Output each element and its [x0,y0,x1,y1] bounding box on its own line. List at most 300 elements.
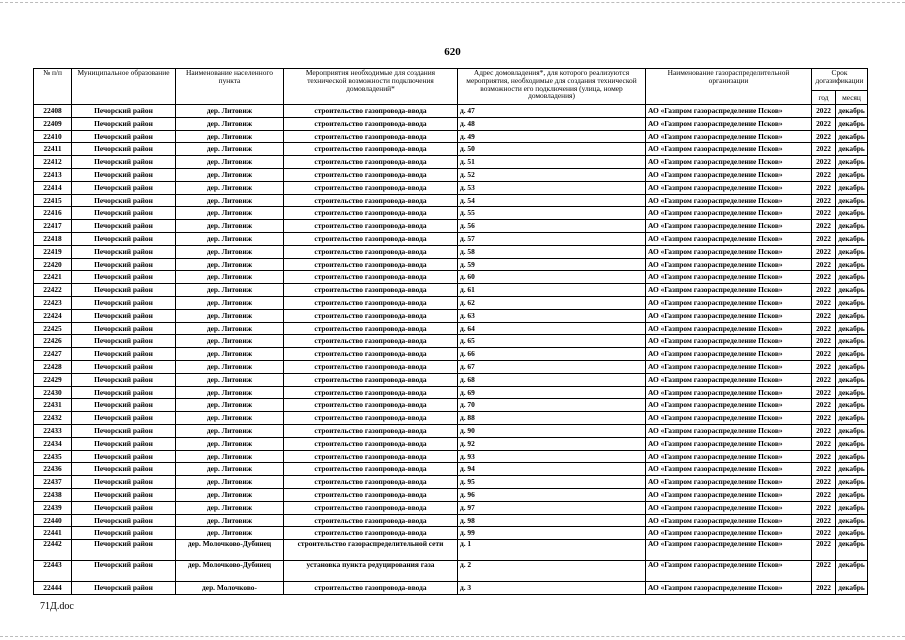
organization-cell: АО «Газпром газораспределение Псков» [646,181,812,194]
municipality-cell: Печорский район [72,220,176,233]
row-number: 22432 [34,412,72,425]
settlement-cell: дер. Литовиж [176,271,284,284]
row-number: 22442 [34,540,72,561]
year-cell: 2022 [812,194,836,207]
year-cell: 2022 [812,258,836,271]
settlement-cell: дер. Литовиж [176,220,284,233]
organization-cell: АО «Газпром газораспределение Псков» [646,463,812,476]
row-number: 22443 [34,561,72,582]
measure-cell: строительство газопровода-ввода [284,168,458,181]
address-cell: д. 70 [458,399,646,412]
year-cell: 2022 [812,117,836,130]
row-number: 22430 [34,386,72,399]
header-municipality: Муниципальное образование [72,69,176,105]
municipality-cell: Печорский район [72,412,176,425]
settlement-cell: дер. Литовиж [176,296,284,309]
organization-cell: АО «Газпром газораспределение Псков» [646,322,812,335]
settlement-cell: дер. Литовиж [176,450,284,463]
year-cell: 2022 [812,296,836,309]
municipality-cell: Печорский район [72,232,176,245]
settlement-cell: дер. Литовиж [176,309,284,322]
municipality-cell: Печорский район [72,245,176,258]
year-cell: 2022 [812,488,836,501]
municipality-cell: Печорский район [72,117,176,130]
table-row [34,232,868,245]
month-cell: декабрь [836,488,868,501]
address-cell: д. 59 [458,258,646,271]
address-cell: д. 67 [458,360,646,373]
year-cell: 2022 [812,373,836,386]
month-cell: декабрь [836,168,868,181]
municipality-cell: Печорский район [72,360,176,373]
header-gdo: Наименование газораспределительной организации [646,69,812,105]
year-cell: 2022 [812,322,836,335]
month-cell: декабрь [836,181,868,194]
month-cell: декабрь [836,527,868,540]
measure-cell: строительство газопровода-ввода [284,232,458,245]
row-number: 22420 [34,258,72,271]
organization-cell: АО «Газпром газораспределение Псков» [646,168,812,181]
measure-cell: строительство газопровода-ввода [284,335,458,348]
address-cell: д. 90 [458,424,646,437]
row-number: 22415 [34,194,72,207]
month-cell: декабрь [836,540,868,561]
measure-cell: строительство газопровода-ввода [284,437,458,450]
settlement-cell: дер. Литовиж [176,424,284,437]
table-row [34,373,868,386]
year-cell: 2022 [812,207,836,220]
organization-cell: АО «Газпром газораспределение Псков» [646,437,812,450]
month-cell: декабрь [836,463,868,476]
table-row [34,220,868,233]
settlement-cell: дер. Литовиж [176,194,284,207]
settlement-cell: дер. Литовиж [176,373,284,386]
row-number: 22435 [34,450,72,463]
month-cell: декабрь [836,194,868,207]
address-cell: д. 56 [458,220,646,233]
address-cell: д. 3 [458,582,646,595]
year-cell: 2022 [812,168,836,181]
municipality-cell: Печорский район [72,476,176,489]
row-number: 22439 [34,501,72,514]
row-number: 22426 [34,335,72,348]
table-row [34,156,868,169]
settlement-cell: дер. Литовиж [176,463,284,476]
measure-cell: строительство газопровода-ввода [284,476,458,489]
organization-cell: АО «Газпром газораспределение Псков» [646,373,812,386]
year-cell: 2022 [812,348,836,361]
row-number: 22434 [34,437,72,450]
organization-cell: АО «Газпром газораспределение Псков» [646,514,812,527]
year-cell: 2022 [812,437,836,450]
measure-cell: строительство газопровода-ввода [284,271,458,284]
organization-cell: АО «Газпром газораспределение Псков» [646,424,812,437]
row-number: 22441 [34,527,72,540]
address-cell: д. 49 [458,130,646,143]
municipality-cell: Печорский район [72,207,176,220]
year-cell: 2022 [812,514,836,527]
month-cell: декабрь [836,117,868,130]
month-cell: декабрь [836,284,868,297]
year-cell: 2022 [812,399,836,412]
address-cell: д. 62 [458,296,646,309]
measure-cell: строительство газопровода-ввода [284,156,458,169]
footer-filename: 71Д.doc [40,601,74,612]
measure-cell: строительство газопровода-ввода [284,463,458,476]
year-cell: 2022 [812,501,836,514]
organization-cell: АО «Газпром газораспределение Псков» [646,194,812,207]
measure-cell: строительство газопровода-ввода [284,309,458,322]
table-row [34,501,868,514]
address-cell: д. 98 [458,514,646,527]
settlement-cell: дер. Литовиж [176,105,284,118]
row-number: 22429 [34,373,72,386]
municipality-cell: Печорский район [72,501,176,514]
month-cell: декабрь [836,412,868,425]
table-row [34,348,868,361]
address-cell: д. 60 [458,271,646,284]
header-num: № п/п [34,69,72,105]
address-cell: д. 96 [458,488,646,501]
row-number: 22418 [34,232,72,245]
month-cell: декабрь [836,156,868,169]
organization-cell: АО «Газпром газораспределение Псков» [646,501,812,514]
month-cell: декабрь [836,360,868,373]
settlement-cell: дер. Литовиж [176,168,284,181]
address-cell: д. 50 [458,143,646,156]
municipality-cell: Печорский район [72,143,176,156]
measure-cell: строительство газопровода-ввода [284,399,458,412]
measure-cell: строительство газопровода-ввода [284,501,458,514]
measure-cell: строительство газопровода-ввода [284,143,458,156]
measure-cell: строительство газопровода-ввода [284,488,458,501]
organization-cell: АО «Газпром газораспределение Псков» [646,156,812,169]
month-cell: декабрь [836,207,868,220]
organization-cell: АО «Газпром газораспределение Псков» [646,258,812,271]
address-cell: д. 69 [458,386,646,399]
month-cell: декабрь [836,258,868,271]
year-cell: 2022 [812,271,836,284]
municipality-cell: Печорский район [72,527,176,540]
organization-cell: АО «Газпром газораспределение Псков» [646,271,812,284]
month-cell: декабрь [836,561,868,582]
measure-cell: строительство газопровода-ввода [284,117,458,130]
address-cell: д. 48 [458,117,646,130]
municipality-cell: Печорский район [72,488,176,501]
settlement-cell: дер. Литовиж [176,117,284,130]
year-cell: 2022 [812,463,836,476]
month-cell: декабрь [836,373,868,386]
row-number: 22424 [34,309,72,322]
row-number: 22433 [34,424,72,437]
municipality-cell: Печорский район [72,156,176,169]
settlement-cell: дер. Литовиж [176,143,284,156]
month-cell: декабрь [836,296,868,309]
year-cell: 2022 [812,476,836,489]
header-year: год [812,91,836,105]
row-number: 22436 [34,463,72,476]
table-row [34,296,868,309]
municipality-cell: Печорский район [72,105,176,118]
organization-cell: АО «Газпром газораспределение Псков» [646,540,812,561]
measure-cell: строительство газопровода-ввода [284,373,458,386]
municipality-cell: Печорский район [72,561,176,582]
settlement-cell: дер. Молочково-Дубинец [176,561,284,582]
row-number: 22408 [34,105,72,118]
table-row [34,386,868,399]
municipality-cell: Печорский район [72,424,176,437]
settlement-cell: дер. Литовиж [176,488,284,501]
organization-cell: АО «Газпром газораспределение Псков» [646,220,812,233]
row-number: 22425 [34,322,72,335]
year-cell: 2022 [812,424,836,437]
settlement-cell: дер. Литовиж [176,476,284,489]
month-cell: декабрь [836,322,868,335]
year-cell: 2022 [812,561,836,582]
header-deadline: Срок догазификации [812,69,868,91]
settlement-cell: дер. Литовиж [176,527,284,540]
municipality-cell: Печорский район [72,284,176,297]
table-row [34,424,868,437]
municipality-cell: Печорский район [72,386,176,399]
organization-cell: АО «Газпром газораспределение Псков» [646,488,812,501]
row-number: 22431 [34,399,72,412]
municipality-cell: Печорский район [72,373,176,386]
row-number: 22438 [34,488,72,501]
table-row [34,130,868,143]
year-cell: 2022 [812,156,836,169]
table-row [34,284,868,297]
measure-cell: строительство газопровода-ввода [284,412,458,425]
organization-cell: АО «Газпром газораспределение Псков» [646,245,812,258]
measure-cell: строительство газопровода-ввода [284,284,458,297]
measure-cell: строительство газопровода-ввода [284,194,458,207]
organization-cell: АО «Газпром газораспределение Псков» [646,476,812,489]
settlement-cell: дер. Литовиж [176,399,284,412]
table-row [34,271,868,284]
row-number: 22427 [34,348,72,361]
year-cell: 2022 [812,335,836,348]
year-cell: 2022 [812,232,836,245]
month-cell: декабрь [836,582,868,595]
measure-cell: строительство газопровода-ввода [284,424,458,437]
header-settlement: Наименование населенного пункта [176,69,284,105]
header-measures: Мероприятия необходимые для создания технической возможности подключения домовладений* [284,69,458,105]
measure-cell: строительство газопровода-ввода [284,258,458,271]
page-number: 620 [444,46,461,58]
header-month: месяц [836,91,868,105]
month-cell: декабрь [836,514,868,527]
table-row [34,335,868,348]
organization-cell: АО «Газпром газораспределение Псков» [646,232,812,245]
row-number: 22412 [34,156,72,169]
row-number: 22437 [34,476,72,489]
table-body [34,105,868,595]
address-cell: д. 68 [458,373,646,386]
organization-cell: АО «Газпром газораспределение Псков» [646,143,812,156]
measure-cell: строительство газопровода-ввода [284,360,458,373]
municipality-cell: Печорский район [72,437,176,450]
table-row [34,245,868,258]
settlement-cell: дер. Литовиж [176,181,284,194]
row-number: 22409 [34,117,72,130]
settlement-cell: дер. Литовиж [176,514,284,527]
municipality-cell: Печорский район [72,309,176,322]
settlement-cell: дер. Литовиж [176,245,284,258]
table-row [34,105,868,118]
month-cell: декабрь [836,232,868,245]
municipality-cell: Печорский район [72,322,176,335]
scan-edge-top [0,2,905,4]
organization-cell: АО «Газпром газораспределение Псков» [646,296,812,309]
municipality-cell: Печорский район [72,348,176,361]
table-row [34,309,868,322]
row-number: 22413 [34,168,72,181]
row-number: 22417 [34,220,72,233]
organization-cell: АО «Газпром газораспределение Псков» [646,412,812,425]
year-cell: 2022 [812,130,836,143]
table-row [34,450,868,463]
measure-cell: строительство газопровода-ввода [284,207,458,220]
address-cell: д. 54 [458,194,646,207]
municipality-cell: Печорский район [72,258,176,271]
organization-cell: АО «Газпром газораспределение Псков» [646,309,812,322]
measure-cell: строительство газопровода-ввода [284,105,458,118]
address-cell: д. 53 [458,181,646,194]
year-cell: 2022 [812,582,836,595]
year-cell: 2022 [812,181,836,194]
year-cell: 2022 [812,220,836,233]
measure-cell: строительство газораспределительной сети [284,540,458,561]
measure-cell: строительство газопровода-ввода [284,296,458,309]
table-row [34,399,868,412]
month-cell: декабрь [836,271,868,284]
measure-cell: строительство газопровода-ввода [284,450,458,463]
organization-cell: АО «Газпром газораспределение Псков» [646,207,812,220]
table-row [34,207,868,220]
year-cell: 2022 [812,284,836,297]
year-cell: 2022 [812,450,836,463]
month-cell: декабрь [836,399,868,412]
address-cell: д. 94 [458,463,646,476]
settlement-cell: дер. Литовиж [176,130,284,143]
month-cell: декабрь [836,501,868,514]
month-cell: декабрь [836,309,868,322]
address-cell: д. 66 [458,348,646,361]
settlement-cell: дер. Литовиж [176,335,284,348]
organization-cell: АО «Газпром газораспределение Псков» [646,130,812,143]
month-cell: декабрь [836,105,868,118]
table-row [34,527,868,540]
scan-edge-bottom [0,636,905,638]
row-number: 22421 [34,271,72,284]
municipality-cell: Печорский район [72,296,176,309]
organization-cell: АО «Газпром газораспределение Псков» [646,450,812,463]
table-row [34,258,868,271]
measure-cell: строительство газопровода-ввода [284,514,458,527]
measure-cell: строительство газопровода-ввода [284,527,458,540]
organization-cell: АО «Газпром газораспределение Псков» [646,561,812,582]
year-cell: 2022 [812,412,836,425]
row-number: 22422 [34,284,72,297]
settlement-cell: дер. Литовиж [176,258,284,271]
gasification-table [33,68,868,595]
address-cell: д. 55 [458,207,646,220]
municipality-cell: Печорский район [72,271,176,284]
address-cell: д. 1 [458,540,646,561]
month-cell: декабрь [836,335,868,348]
municipality-cell: Печорский район [72,514,176,527]
table-row [34,412,868,425]
month-cell: декабрь [836,348,868,361]
address-cell: д. 52 [458,168,646,181]
address-cell: д. 97 [458,501,646,514]
organization-cell: АО «Газпром газораспределение Псков» [646,335,812,348]
municipality-cell: Печорский район [72,181,176,194]
address-cell: д. 88 [458,412,646,425]
row-number: 22423 [34,296,72,309]
settlement-cell: дер. Литовиж [176,360,284,373]
address-cell: д. 63 [458,309,646,322]
settlement-cell: дер. Литовиж [176,437,284,450]
settlement-cell: дер. Литовиж [176,284,284,297]
table-row [34,463,868,476]
month-cell: декабрь [836,476,868,489]
row-number: 22410 [34,130,72,143]
organization-cell: АО «Газпром газораспределение Псков» [646,360,812,373]
month-cell: декабрь [836,424,868,437]
month-cell: декабрь [836,450,868,463]
year-cell: 2022 [812,309,836,322]
measure-cell: строительство газопровода-ввода [284,322,458,335]
table-row [34,582,868,595]
organization-cell: АО «Газпром газораспределение Псков» [646,527,812,540]
year-cell: 2022 [812,527,836,540]
address-cell: д. 57 [458,232,646,245]
municipality-cell: Печорский район [72,399,176,412]
measure-cell: установка пункта редуцирования газа [284,561,458,582]
organization-cell: АО «Газпром газораспределение Псков» [646,348,812,361]
year-cell: 2022 [812,245,836,258]
year-cell: 2022 [812,360,836,373]
municipality-cell: Печорский район [72,335,176,348]
row-number: 22416 [34,207,72,220]
municipality-cell: Печорский район [72,582,176,595]
organization-cell: АО «Газпром газораспределение Псков» [646,386,812,399]
table-row [34,437,868,450]
measure-cell: строительство газопровода-ввода [284,386,458,399]
month-cell: декабрь [836,386,868,399]
address-cell: д. 58 [458,245,646,258]
month-cell: декабрь [836,437,868,450]
row-number: 22419 [34,245,72,258]
settlement-cell: дер. Литовиж [176,412,284,425]
year-cell: 2022 [812,105,836,118]
organization-cell: АО «Газпром газораспределение Псков» [646,582,812,595]
municipality-cell: Печорский район [72,540,176,561]
table-row [34,561,868,582]
table-row [34,360,868,373]
header-address: Адрес домовладения*, для которого реализуются мероприятия, необходимые для создания технической возможности его подключения (улица, номер домовладения) [458,69,646,105]
organization-cell: АО «Газпром газораспределение Псков» [646,399,812,412]
settlement-cell: дер. Литовиж [176,322,284,335]
settlement-cell: дер. Молочково-Дубинец [176,540,284,561]
month-cell: декабрь [836,220,868,233]
month-cell: декабрь [836,130,868,143]
address-cell: д. 47 [458,105,646,118]
row-number: 22440 [34,514,72,527]
address-cell: д. 51 [458,156,646,169]
